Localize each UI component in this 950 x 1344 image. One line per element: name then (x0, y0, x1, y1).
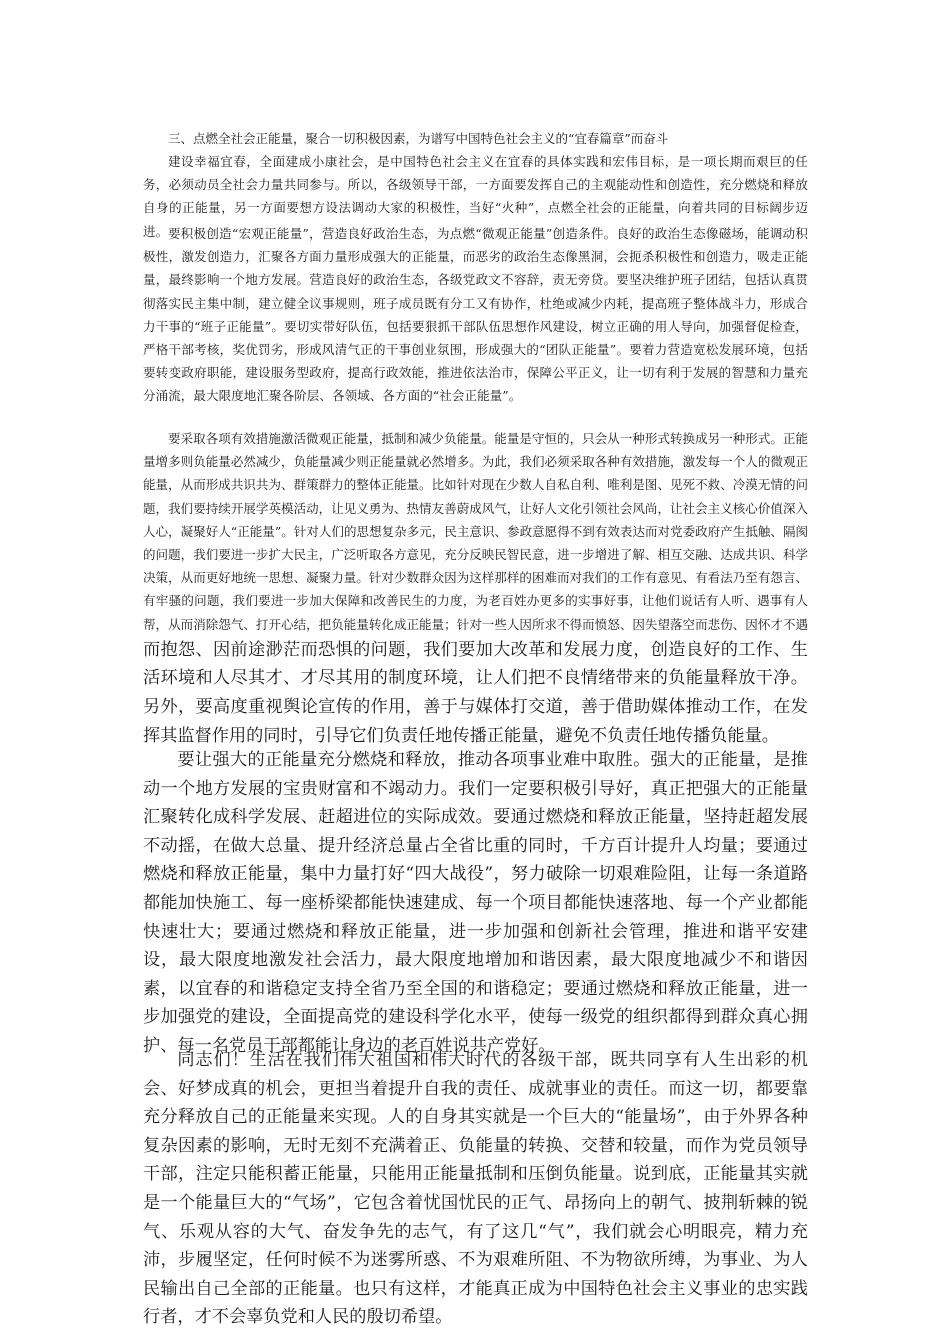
paragraph-2: 要积极创造“宏观正能量”，营造良好政治生态，为点燃“微观正能量”创造条件。良好的政治生态像磁场，能调动积极性，激发创造力，汇聚各方面力量形成强大的正能量，而恶劣的政治生态像黑洞，会扼杀积极性和创造力，吸走正能量，最终影响一个地方发展。营造良好的政治生态，各级党政文不容辞，责无旁贷。要坚决维护班子团结，包括认真贯彻落实民主集中制，建立健全议事规则，班子成员既有分工又有协作，杜绝或减少内耗，提高班子整体战斗力，形成合力干事的“班子正能量”。要切实带好队伍，包括要狠抓干部队伍思想作风建设，树立正确的用人导向，加强督促检查，严格干部考核，奖优罚劣，形成风清气正的干事创业氛围，形成强大的“团队正能量”。要着力营造宽松发展环境，包括要转变政府职能，建设服务型政府，提高行政效能，推进依法治市，保障公平正义，让一切有利于发展的智慧和力量充分涌流，最大限度地汇聚各阶层、各领域、各方面的“社会正能量”。 (143, 226, 808, 404)
paragraph-5: 同志们！生活在我们伟大祖国和伟大时代的各级干部，既共同享有人生出彩的机会、好梦成真的机会，更担当着提升自我的责任、成就事业的责任。而这一切，都要靠充分释放自己的正能量来实现。人的自身其实就是一个巨大的“能量场”，由于外界各种复杂因素的影响，无时无刻不充满着正、负能量的转换、交替和较量，而作为党员领导干部，注定只能积蓄正能量，只能用正能量抵制和压倒负能量。说到底，正能量其实就是一个能量巨大的“气场”，它包含着忧国忧民的正气、昂扬向上的朝气、披荆斩棘的锐气、乐观从容的大气、奋发争先的志气，有了这几“气”，我们就会心明眼亮，精力充沛，步履坚定，任何时候不为迷雾所惑、不为艰难所阻、不为物欲所缚，为事业、为人民输出自己全部的正能量。也只有这样，才能真正成为中国特色社会主义事业的忠实践行者，才不会辜负党和人民的殷切希望。 (143, 1050, 808, 1328)
section-heading: 三、点燃全社会正能量，聚合一切积极因素，为谱写中国特色社会主义的“宜春篇章”而奋斗 (168, 131, 669, 146)
paragraph-3 (143, 427, 808, 750)
paragraph-3-small-text: 要采取各项有效措施激活微观正能量，抵制和减少负能量。能量是守恒的，只会从一种形式转换成另一种形式。正能量增多则负能量必然减少，负能量减少则正能量就必然增多。为此，我们必须采取各种有效措施，激发每一个人的微观正能量，从而形成共识共为、群策群力的整体正能量。比如针对现在少数人自私自利、唯利是图、见死不救、冷漠无情的问题，我们要持续开展学英模活动，让见义勇为、热情友善蔚成风气，让好人文化引领社会风尚，让社会主义核心价值深入人心，凝聚好人“正能量”。针对人们的思想复杂多元，民主意识、参政意愿得不到有效表达而对党委政府产生抵触、隔阂的问题，我们要进一步扩大民主，广泛听取各方意见，充分反映民智民意，进一步增进了解、相互交融、达成共识、科学决策，从而更好地统一思想、凝聚力量。针对少数群众因为这样那样的困难而对我们的工作有意见、有看法乃至有怨言、有牢骚的问题，我们要进一步加大保障和改善民生的力度，为老百姓办更多的实事好事，让他们说话有人听、遇事有人帮，从而消除怨气、打开心结，把负能量转化成正能量；针对一些人因所求不得而愤怒、因失望落空而悲伤、因怀才不遇 (143, 431, 808, 632)
paragraph-3-large-text: 而抱怨、因前途渺茫而恐惧的问题，我们要加大改革和发展力度，创造良好的工作、生活环境和人尽其才、才尽其用的制度环境，让人们把不良情绪带来的负能量释放干净。另外，要高度重视舆论宣传的作用，善于与媒体打交道，善于借助媒体推动工作，在发挥其监督作用的同时，引导它们负责任地传播正能量，避免不负责任地传播负能量。 (143, 639, 808, 746)
paragraph-1: 建设幸福宜春，全面建成小康社会，是中国特色社会主义在宜春的具体实践和宏伟目标，是一项长期而艰巨的任务，必须动员全社会力量共同参与。所以，各级领导干部，一方面要发挥自己的主观能动性和创造性，充分燃烧和释放自身的正能量，另一方面要想方设法调动大家的积极性，当好“火种”，点燃全社会的正能量，向着共同的目标阔步迈进。 (143, 154, 808, 239)
paragraph-4: 要让强大的正能量充分燃烧和释放，推动各项事业难中取胜。强大的正能量，是推动一个地方发展的宝贵财富和不竭动力。我们一定要积极引导好，真正把强大的正能量汇聚转化成科学发展、赶超进位的实际成效。要通过燃烧和释放正能量，坚持赶超发展不动摇，在做大总量、提升经济总量占全省比重的同时，千方百计提升人均量；要通过燃烧和释放正能量，集中力量打好“四大战役”，努力破除一切艰难险阻，让每一条道路都能加快施工、每一座桥梁都能快速建成、每一个项目都能快速落地、每一个产业都能快速壮大；要通过燃烧和释放正能量，进一步加强和创新社会管理，推进和谐平安建设，最大限度地激发社会活力，最大限度地增加和谐因素，最大限度地减少不和谐因素，以宜春的和谐稳定支持全省乃至全国的和谐稳定；要通过燃烧和释放正能量，进一步加强党的建设，全面提高党的建设科学化水平，使每一级党的组织都得到群众真心拥护、每一名党员干部都能让身边的老百姓说共产党好。 (143, 750, 808, 1056)
